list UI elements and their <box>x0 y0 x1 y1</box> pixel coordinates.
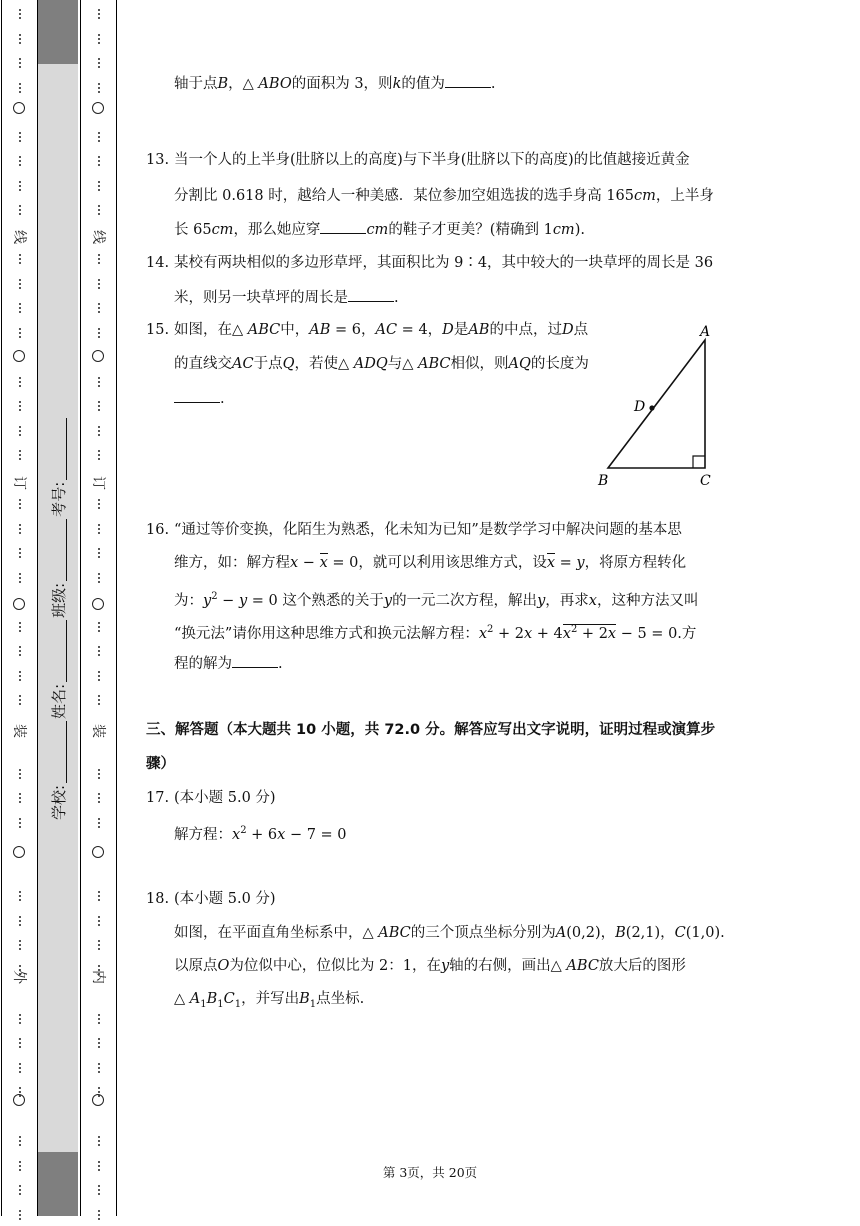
q18-line-1: 如图，在平面直角坐标系中，△ ABC的三个顶点坐标分别为A(0,2)，B(2,1)，C(1,0). <box>174 925 725 941</box>
seal-dots <box>81 1207 117 1226</box>
seal-dots <box>81 31 117 50</box>
q16-line-4: “换元法”请你用这种思维方式和换元法解方程：$x^2 + 2x + 4x^2 + 2x - 5 = 0$.方 <box>174 624 697 642</box>
q16-line-1: “通过等价变换，化陌生为熟悉，化未知为已知”是数学学习中解决问题的基本思 <box>174 522 682 538</box>
strip-bottom-block <box>38 1152 78 1216</box>
class-field[interactable] <box>50 519 67 581</box>
seal-dots <box>2 1182 38 1201</box>
section-3-heading-cont: 骤） <box>146 756 175 772</box>
label-a: A <box>700 324 711 340</box>
seal-dots <box>81 398 117 417</box>
name-field[interactable] <box>50 620 67 682</box>
seal-dots <box>81 570 117 589</box>
page-footer: 第 3页，共 20页 <box>382 1165 478 1180</box>
seal-dots <box>2 447 38 466</box>
seal-dots <box>2 276 38 295</box>
outer-seal-column <box>2 0 38 1216</box>
seal-dots <box>2 300 38 319</box>
seal-circle <box>13 102 25 114</box>
q16-line-5: 程的解为 . <box>174 653 283 674</box>
right-angle-mark <box>693 456 705 468</box>
exam-number-field[interactable] <box>50 418 67 480</box>
seal-dots <box>81 447 117 466</box>
seal-dots <box>81 692 117 711</box>
q14-line-1: 某校有两块相似的多边形草坪，其面积比为 9∶4，其中较大的一块草坪的周长是 36 <box>174 255 714 271</box>
seal-circle <box>13 846 25 858</box>
strip-top-block <box>38 0 78 64</box>
seal-dots <box>81 668 117 687</box>
seal-dots <box>2 1035 38 1054</box>
seal-dots <box>2 1060 38 1079</box>
seal-dots <box>2 31 38 50</box>
seal-dots <box>2 1133 38 1152</box>
seal-dots <box>2 619 38 638</box>
seal-dots <box>2 521 38 540</box>
exam-number-label: 考号: <box>49 481 68 517</box>
seal-circle <box>13 598 25 610</box>
seal-dots <box>2 129 38 148</box>
seal-dots <box>81 1133 117 1152</box>
seal-dots <box>2 570 38 589</box>
q18-score: (本小题 5.0 分) <box>174 891 276 907</box>
seal-dots <box>81 129 117 148</box>
q13-answer-blank[interactable] <box>320 219 366 234</box>
seal-dots <box>81 1060 117 1079</box>
seal-dots <box>2 325 38 344</box>
q13-number: 13. <box>146 152 170 168</box>
q18-line-3: △ $A_1B_1C_1$，并写出$B_1$点坐标. <box>174 991 365 1010</box>
seal-dots <box>81 55 117 74</box>
triangle-figure <box>590 318 730 490</box>
school-label: 学校: <box>49 784 68 820</box>
seal-dots <box>81 6 117 25</box>
student-info-fields <box>42 400 74 820</box>
seal-dots <box>2 888 38 907</box>
q13-line-2: 分割比 0.618 时，越给人一种美感．某位参加空姐选拔的选手身高 165cm，上半身 <box>174 188 714 204</box>
seal-circle <box>92 598 104 610</box>
point-d <box>649 405 654 410</box>
seal-char: 订 <box>90 476 106 490</box>
q14-line-2: 米，则另一块草坪的周长是 . <box>174 287 399 308</box>
seal-dots <box>81 153 117 172</box>
seal-char: 订 <box>11 476 27 490</box>
seal-circle <box>92 102 104 114</box>
q15-answer-blank[interactable] <box>174 388 220 403</box>
seal-char: 线 <box>11 230 27 244</box>
q17-score: (本小题 5.0 分) <box>174 790 276 806</box>
seal-dots <box>2 6 38 25</box>
seal-dots <box>81 815 117 834</box>
seal-dots <box>2 153 38 172</box>
seal-dots <box>81 276 117 295</box>
seal-dots <box>81 374 117 393</box>
seal-dots <box>81 888 117 907</box>
triangle-abc <box>608 340 705 468</box>
label-d: D <box>634 399 646 415</box>
binding-margin <box>0 0 118 1216</box>
seal-dots <box>2 398 38 417</box>
q15-line-1: 如图，在△ ABC中，AB = 6，AC = 4，D是AB的中点，过D点 <box>174 322 589 338</box>
inner-seal-column <box>81 0 117 1216</box>
seal-dots <box>81 766 117 785</box>
seal-dots <box>81 80 117 99</box>
seal-circle <box>92 350 104 362</box>
seal-dots <box>2 937 38 956</box>
seal-dots <box>81 521 117 540</box>
seal-circle <box>92 846 104 858</box>
seal-dots <box>81 1035 117 1054</box>
seal-dots <box>2 692 38 711</box>
seal-dots <box>81 1182 117 1201</box>
seal-dots <box>81 619 117 638</box>
seal-dots <box>81 913 117 932</box>
seal-dots <box>2 55 38 74</box>
q13-line-1: 当一个人的上半身(肚脐以上的高度)与下半身(肚脐以下的高度)的比值越接近黄金 <box>174 152 690 168</box>
seal-dots <box>2 374 38 393</box>
seal-dots <box>81 643 117 662</box>
seal-dots <box>2 80 38 99</box>
seal-dots <box>81 545 117 564</box>
seal-char: 装 <box>11 724 27 738</box>
q17-number: 17. <box>146 790 170 806</box>
school-field[interactable] <box>50 721 67 783</box>
seal-dots <box>2 766 38 785</box>
label-c: C <box>700 473 711 489</box>
seal-dots <box>81 1011 117 1030</box>
seal-dots <box>81 790 117 809</box>
q16-answer-blank[interactable] <box>232 653 278 668</box>
seal-dots <box>2 423 38 442</box>
name-label: 姓名: <box>49 683 68 719</box>
seal-dots <box>2 643 38 662</box>
seal-dots <box>2 913 38 932</box>
seal-dots <box>81 178 117 197</box>
seal-dots <box>2 790 38 809</box>
seal-circle <box>13 1094 25 1106</box>
seal-dots <box>81 423 117 442</box>
class-label: 班级: <box>49 582 68 618</box>
q13-line-3: 长 65cm，那么她应穿 cm的鞋子才更美？(精确到 1cm). <box>174 219 585 240</box>
seal-circle <box>92 1094 104 1106</box>
seal-dots <box>81 937 117 956</box>
q18-number: 18. <box>146 891 170 907</box>
seal-dots <box>2 815 38 834</box>
q15-line-3: . <box>174 388 225 409</box>
label-b: B <box>598 473 609 489</box>
seal-dots <box>81 300 117 319</box>
q16-line-2: 维方，如：解方程x − x = 0，就可以利用该思维方式，设x = y，将原方程转化 <box>174 555 687 571</box>
seal-circle <box>13 350 25 362</box>
seal-dots <box>2 1207 38 1226</box>
q17-equation: 解方程：$x^2 + 6x - 7 = 0$ <box>174 825 347 843</box>
seal-dots <box>81 325 117 344</box>
q12-continuation: 轴于点B，△ ABO的面积为 3，则k的值为 . <box>174 73 495 94</box>
seal-dots <box>2 668 38 687</box>
q14-answer-blank[interactable] <box>348 287 394 302</box>
seal-dots <box>2 545 38 564</box>
seal-char: 装 <box>90 724 106 738</box>
seal-char: 线 <box>90 230 106 244</box>
q12-answer-blank[interactable] <box>445 73 491 88</box>
seal-char: 外 <box>11 970 27 984</box>
q15-line-2: 的直线交AC于点Q，若使△ ADQ与△ ABC相似，则AQ的长度为 <box>174 356 589 372</box>
q16-line-3: 为：$y^2 - y = 0$ 这个熟悉的关于y的一元二次方程，解出y，再求x，这种方法又叫 <box>174 591 699 609</box>
q18-line-2: 以原点O为位似中心，位似比为 2：1，在y轴的右侧，画出△ ABC放大后的图形 <box>174 958 686 974</box>
q15-number: 15. <box>146 322 170 338</box>
seal-dots <box>2 178 38 197</box>
q16-number: 16. <box>146 522 170 538</box>
seal-dots <box>2 1011 38 1030</box>
q14-number: 14. <box>146 255 170 271</box>
section-3-heading: 三、解答题（本大题共 10 小题，共 72.0 分。解答应写出文字说明，证明过程或演算步 <box>146 722 716 738</box>
seal-char: 内 <box>90 970 106 984</box>
